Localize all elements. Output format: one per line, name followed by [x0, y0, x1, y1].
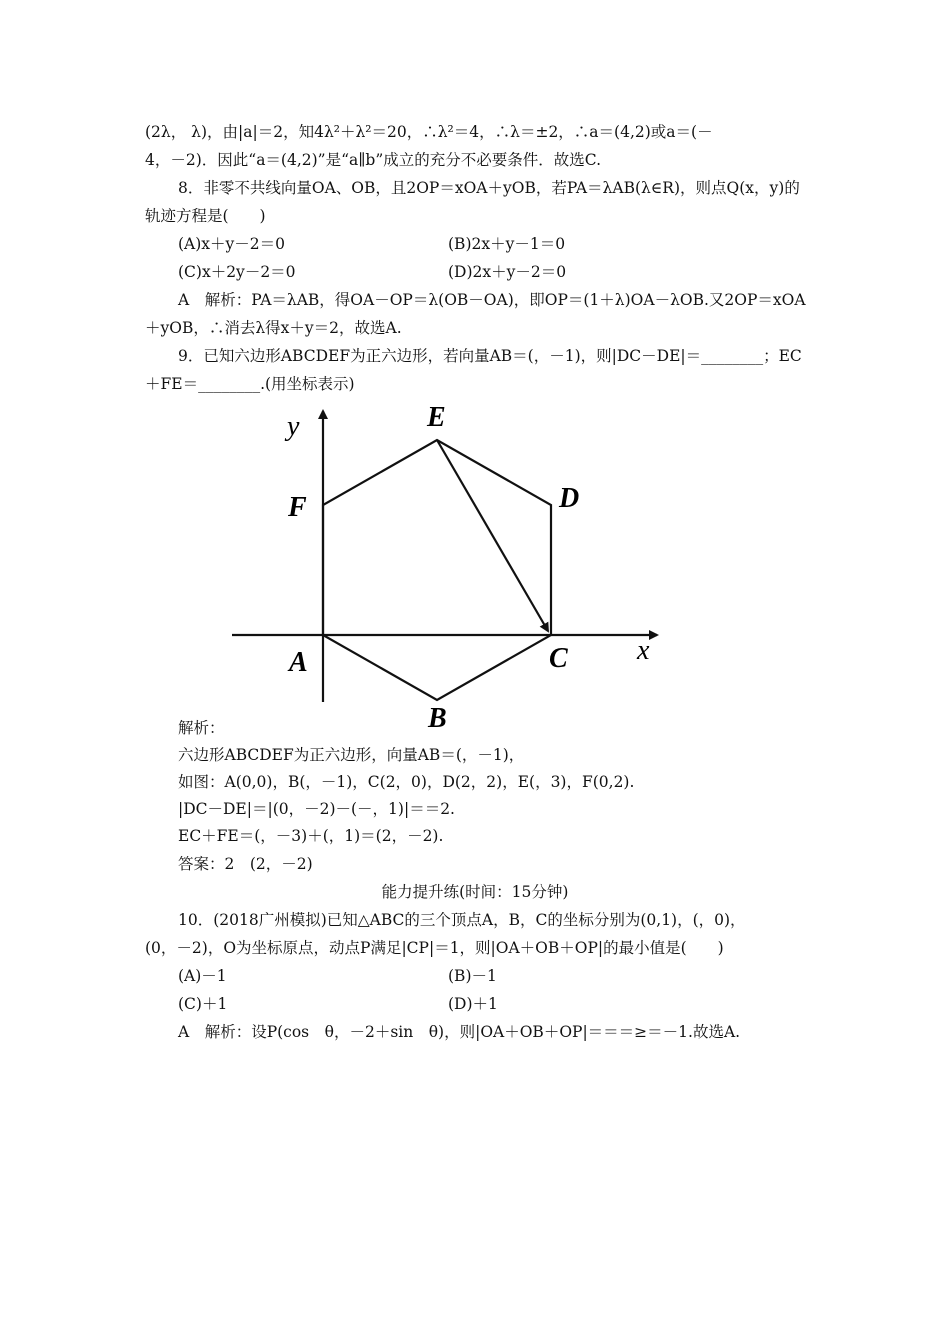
label-e: E — [427, 402, 446, 433]
question-10: 10．(2018广州模拟)已知△ABC的三个顶点A，B，C的坐标分别为(0,1)，(，0)， — [178, 911, 746, 929]
label-c: C — [549, 643, 568, 674]
solution-line: EC＋FE＝(，－3)＋(，1)＝(2，－2). — [178, 827, 444, 845]
label-a: A — [289, 647, 308, 678]
label-d: D — [559, 483, 580, 514]
solution-line: 如图：A(0,0)，B(，－1)，C(2，0)，D(2，2)，E(，3)，F(0,2). — [178, 773, 635, 791]
solution-line: A 解析：PA＝λAB，得OA－OP＝λ(OB－OA)，即OP＝(1＋λ)OA－λOB.又2OP＝xOA — [178, 291, 806, 309]
vector-ec — [437, 440, 548, 631]
text-line: (0，－2)，O为坐标原点，动点P满足|CP|＝1，则|OA＋OB＋OP|的最小值是( ) — [145, 939, 724, 957]
text-line: (2λ， λ)，由|a|＝2，知4λ²＋λ²＝20，∴λ²＝4，∴λ＝±2，∴a＝(4,2)或a＝(－ — [145, 123, 713, 141]
solution-line: 六边形ABCDEF为正六边形，向量AB＝(，－1)， — [178, 746, 525, 764]
option-c: (C)＋1 — [178, 995, 228, 1013]
option-b: (B)－1 — [448, 967, 497, 985]
label-x: x — [637, 635, 650, 666]
text-line: ＋FE＝________.(用坐标表示) — [145, 375, 355, 393]
label-b: B — [428, 703, 447, 734]
hexagon-figure — [225, 395, 665, 735]
section-heading: 能力提升练(时间：15分钟) — [381, 883, 569, 901]
question-8: 8．非零不共线向量OA、OB，且2OP＝xOA＋yOB，若PA＝λAB(λ∈R)，则点Q(x，y)的 — [178, 179, 800, 197]
solution-line: A 解析：设P(cos θ，－2＋sin θ)，则|OA＋OB＋OP|＝＝＝≥＝－1.故选A. — [178, 1023, 741, 1041]
text-line: 4，－2)．因此“a＝(4,2)”是“a∥b”成立的充分不必要条件．故选C. — [145, 151, 602, 169]
solution-line: ＋yOB，∴消去λ得x＋y＝2，故选A. — [145, 319, 402, 337]
option-d: (D)＋1 — [448, 995, 498, 1013]
option-b: (B)2x＋y－1＝0 — [448, 235, 566, 253]
solution-line: |DC－DE|＝|(0，－2)－(－，1)|＝＝2. — [178, 800, 455, 818]
option-c: (C)x＋2y－2＝0 — [178, 263, 296, 281]
label-y: y — [287, 411, 300, 442]
option-a: (A)－1 — [178, 967, 227, 985]
option-d: (D)2x＋y－2＝0 — [448, 263, 567, 281]
hexagon-outline — [323, 440, 551, 700]
answer-line: 答案：2 (2，－2) — [178, 855, 313, 873]
text-line: 轨迹方程是( ) — [145, 207, 266, 225]
question-9: 9．已知六边形ABCDEF为正六边形，若向量AB＝(，－1)，则|DC－DE|＝________；EC — [178, 347, 802, 365]
option-a: (A)x＋y－2＝0 — [178, 235, 286, 253]
solution-heading: 解析： — [178, 719, 225, 737]
label-f: F — [288, 492, 307, 523]
